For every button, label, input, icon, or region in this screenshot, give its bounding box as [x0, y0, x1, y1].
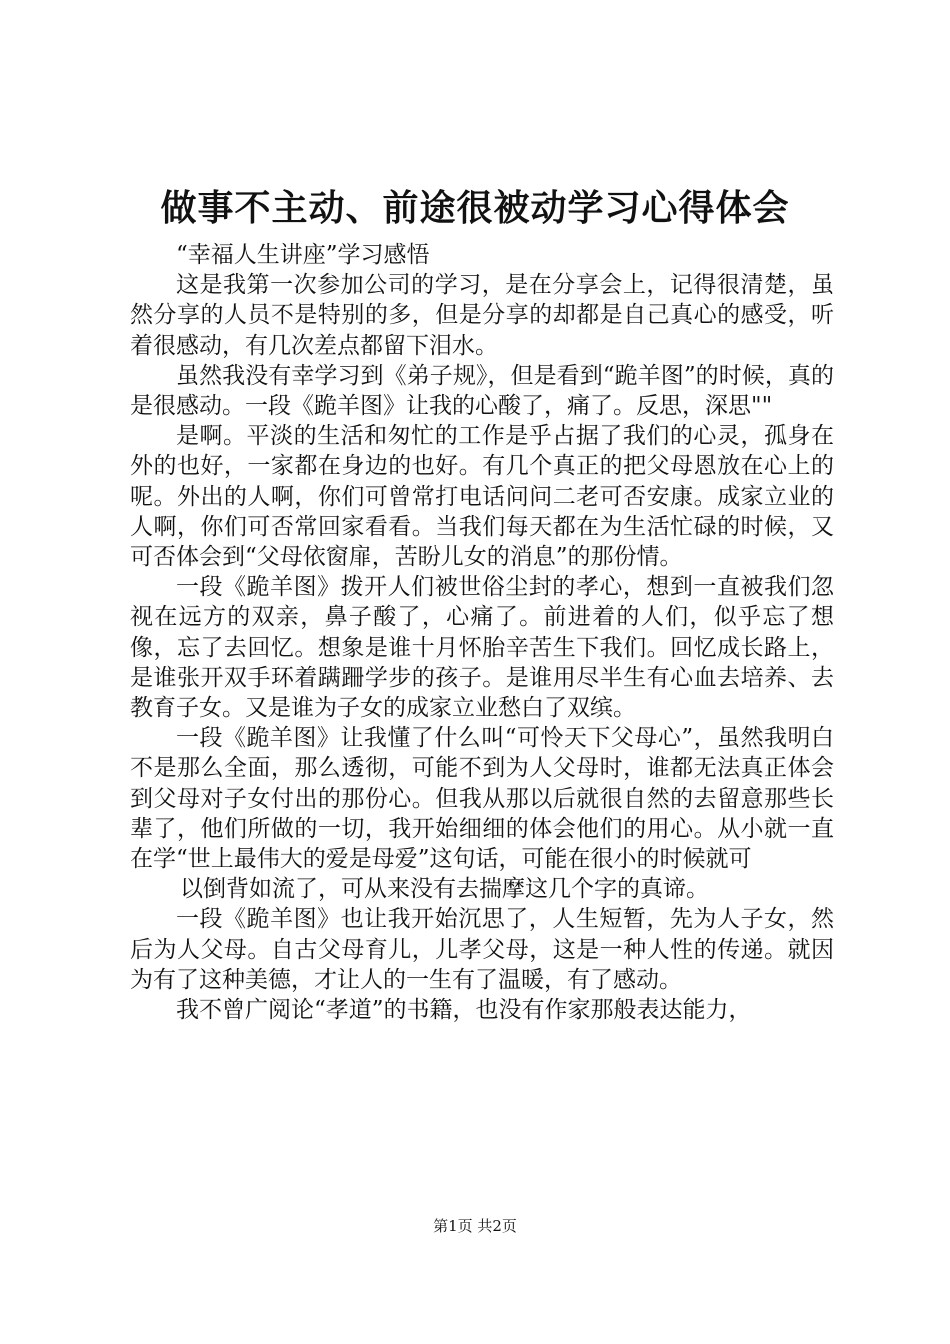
paragraph: 一段《跪羊图》让我懂了什么叫“可怜天下父母心”，虽然我明白不是那么全面，那么透彻，可能不到为人父母时，谁都无法真正体会到父母对子女付出的那份心。但我从那以后就很自然的去留意那些长辈了，他们所做的一切，我开始细细的体会他们的用心。从小就一直在学“世上最伟大的爱是母爱”这句话，可能在很小的时候就可	[130, 725, 834, 873]
paragraph: 以倒背如流了，可从来没有去揣摩这几个字的真谛。	[180, 876, 709, 903]
paragraph: 一段《跪羊图》也让我开始沉思了，人生短暂，先为人子女，然后为人父母。自古父母育儿，儿孝父母，这是一种人性的传递。就因为有了这种美德，才让人的一生有了温暖，有了感动。	[130, 906, 834, 993]
page-number-footer: 第1页 共2页	[433, 1217, 517, 1235]
paragraph: 这是我第一次参加公司的学习，是在分享会上，记得很清楚，虽然分享的人员不是特别的多，但是分享的却都是自己真心的感受，听着很感动，有几次差点都留下泪水。	[130, 272, 834, 359]
paragraph-subtitle: “幸福人生讲座”学习感悟	[176, 242, 430, 268]
document-body	[130, 240, 834, 1025]
paragraph: 我不曾广阅论“孝道”的书籍，也没有作家那般表达能力，	[176, 997, 752, 1024]
document-title: 做事不主动、前途很被动学习心得体会	[160, 187, 790, 229]
paragraph: 是啊。平淡的生活和匆忙的工作是乎占据了我们的心灵，孤身在外的也好，一家都在身边的也好。有几个真正的把父母恩放在心上的呢。外出的人啊，你们可曾常打电话问问二老可否安康。成家立业的人啊，你们可否常回家看看。当我们每天都在为生活忙碌的时候，又可否体会到“父母依窗扉，苦盼儿女的消息”的那份情。	[130, 423, 834, 571]
paragraph: 虽然我没有幸学习到《弟子规》，但是看到“跪羊图”的时候，真的是很感动。一段《跪羊图》让我的心酸了，痛了。反思，深思""	[130, 362, 834, 420]
paragraph: 一段《跪羊图》拨开人们被世俗尘封的孝心，想到一直被我们忽视在远方的双亲，鼻子酸了，心痛了。前进着的人们，似乎忘了想像，忘了去回忆。想象是谁十月怀胎辛苦生下我们。回忆成长路上，是谁张开双手环着蹒跚学步的孩子。是谁用尽半生有心血去培养、去教育子女。又是谁为子女的成家立业愁白了双缤。	[130, 574, 834, 722]
